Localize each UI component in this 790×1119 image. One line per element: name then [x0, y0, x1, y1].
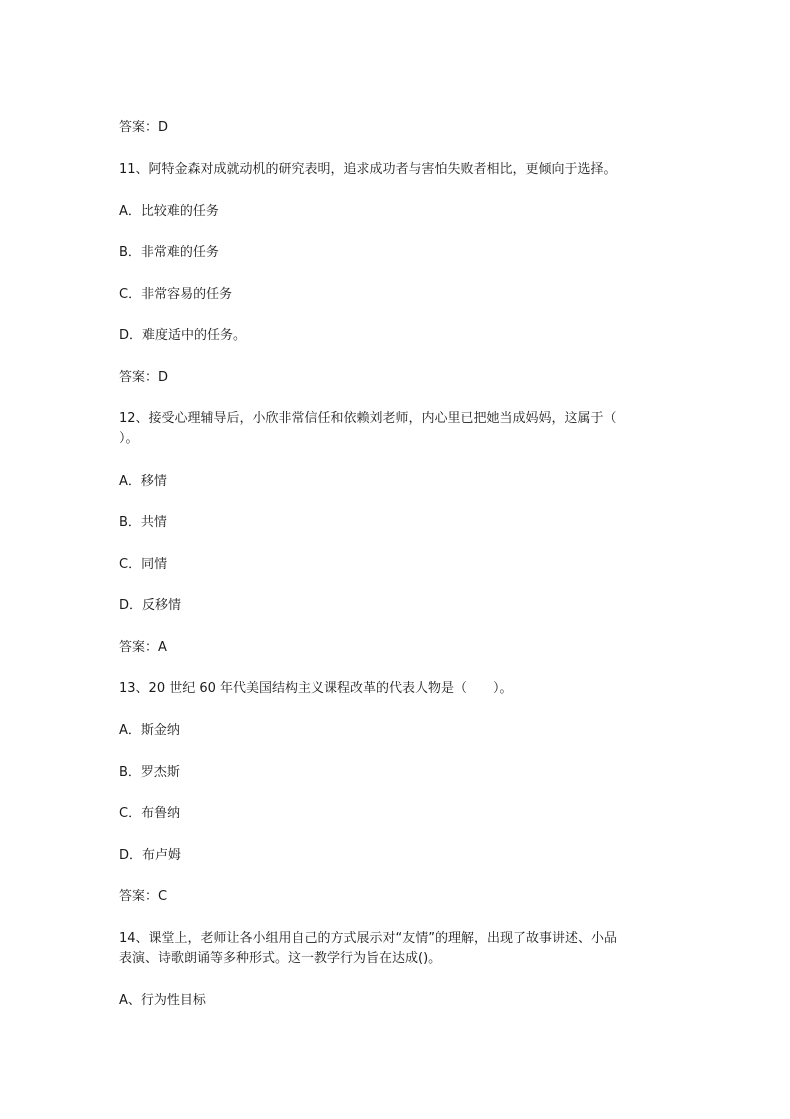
question-13-option-c: C．布鲁纳	[119, 806, 181, 821]
question-11-stem: 11、阿特金森对成就动机的研究表明，追求成功者与害怕失败者相比，更倾向于选择。	[119, 162, 617, 177]
question-13-option-b: B．罗杰斯	[119, 765, 180, 780]
question-11-option-b: B．非常难的任务	[119, 245, 219, 260]
question-11-option-a: A．比较难的任务	[119, 204, 219, 219]
question-12-option-b: B．共情	[119, 515, 167, 530]
answer-13: 答案：C	[119, 889, 168, 904]
question-14-stem-line2: 表演、诗歌朗诵等多种形式。这一教学行为旨在达成()。	[119, 951, 442, 966]
question-13-stem: 13、20 世纪 60 年代美国结构主义课程改革的代表人物是（ ）。	[119, 681, 513, 696]
question-12-stem-line1: 12、接受心理辅导后，小欣非常信任和依赖刘老师，内心里已把她当成妈妈，这属于（	[119, 411, 617, 426]
question-13-option-d: D．布卢姆	[119, 848, 182, 863]
question-11-option-d: D．难度适中的任务。	[119, 328, 247, 343]
answer-10: 答案：D	[119, 120, 169, 135]
question-12-option-a: A．移情	[119, 474, 167, 489]
question-12-option-d: D．反移情	[119, 598, 182, 613]
question-14-option-a: A、行为性目标	[119, 993, 206, 1008]
answer-11: 答案：D	[119, 370, 169, 385]
question-12-option-c: C．同情	[119, 557, 168, 572]
question-11-option-c: C．非常容易的任务	[119, 287, 233, 302]
question-13-option-a: A．斯金纳	[119, 723, 180, 738]
question-14-stem-line1: 14、课堂上，老师让各小组用自己的方式展示对“友情”的理解，出现了故事讲述、小品	[119, 931, 618, 946]
question-12-stem-line2: ）。	[119, 431, 139, 446]
answer-12: 答案：A	[119, 640, 167, 655]
